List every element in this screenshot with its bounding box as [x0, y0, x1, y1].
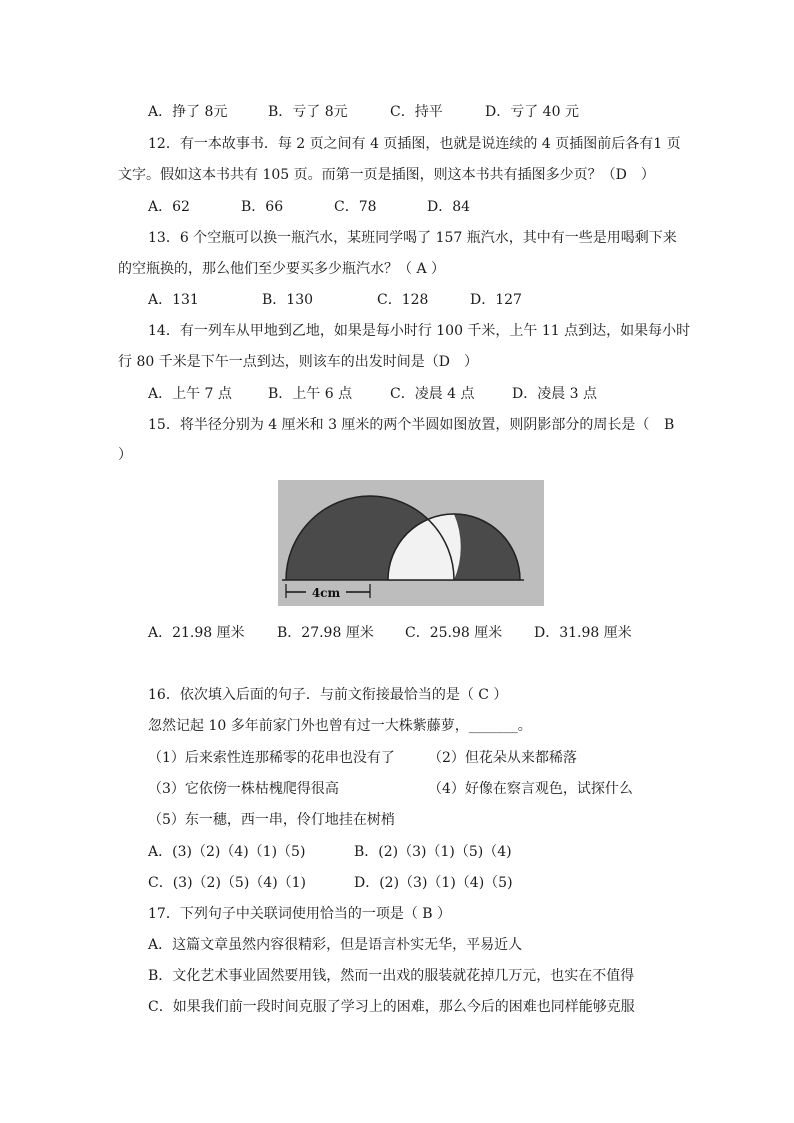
q15-option-a: A．21.98 厘米 [148, 625, 245, 641]
q12-line2: 文字。假如这本书共有 105 页。而第一页是插图，则这本书共有插图多少页？（D ） [118, 167, 655, 183]
q14-option-d: D．凌晨 3 点 [512, 386, 598, 402]
q16-option-d: D．(2)（3)（1)（4)（5) [354, 875, 513, 891]
q14-option-c: C．凌晨 4 点 [390, 386, 475, 402]
q12-line1: 12．有一本故事书．每 2 页之间有 4 页插图，也就是说连续的 4 页插图前后各有1 页 [148, 136, 681, 152]
q13-line1: 13．6 个空瓶可以换一瓶汽水，某班同学喝了 157 瓶汽水，其中有一些是用喝剩下来 [148, 230, 677, 246]
q17-option-b: B．文化艺术事业固然要用钱，然而一出戏的服装就花掉几万元，也实在不值得 [148, 968, 635, 984]
q17-line1: 17．下列句子中关联词使用恰当的一项是（ B ） [148, 906, 452, 922]
q12-option-d: D．84 [427, 199, 471, 215]
q16-option-a: A．(3)（2)（4)（1)（5) [148, 844, 306, 860]
q16-sentence-3: （3）它依傍一株枯槐爬得很高 [148, 781, 339, 797]
q16-sentence-5: （5）东一穗，西一串，伶仃地挂在树梢 [148, 812, 395, 828]
q13-option-c: C．128 [377, 292, 429, 308]
q16-option-c: C．(3)（2)（5)（4)（1) [148, 875, 307, 891]
q11-option-d: D．亏了 40 元 [485, 104, 579, 120]
q11-option-c: C．持平 [390, 104, 443, 120]
q13-option-b: B．130 [262, 292, 314, 308]
q16-sentence-4: （4）好像在察言观色，试探什么 [428, 781, 633, 797]
q15-option-d: D．31.98 厘米 [534, 625, 632, 641]
q16-option-b: B．(2)（3)（1)（5)（4) [354, 844, 512, 860]
q15-line1: 15．将半径分别为 4 厘米和 3 厘米的两个半圆如图放置，则阴影部分的周长是（ [148, 417, 650, 433]
q13-option-d: D．127 [470, 292, 522, 308]
q12-option-c: C．78 [334, 199, 377, 215]
q16-line1: 16．依次填入后面的句子．与前文衔接最恰当的是（ C ） [148, 687, 508, 703]
q13-option-a: A．131 [148, 292, 199, 308]
q13-line2: 的空瓶换的，那么他们至少要买多少瓶汽水？（ A ） [118, 261, 446, 277]
q15-line2: ） [118, 447, 132, 463]
q15-answer: B [664, 417, 675, 433]
q14-option-a: A．上午 7 点 [148, 386, 232, 402]
q17-option-c: C．如果我们前一段时间克服了学习上的困难，那么今后的困难也同样能够克服 [148, 999, 635, 1015]
q11-option-a: A．挣了 8元 [148, 104, 228, 120]
q12-option-b: B．66 [241, 199, 284, 215]
q15-option-c: C．25.98 厘米 [405, 625, 503, 641]
q14-line2: 行 80 千米是下午一点到达，则该车的出发时间是（D ） [118, 354, 478, 370]
q14-line1: 14．有一列车从甲地到乙地，如果是每小时行 100 千米，上午 11 点到达，如果每小时 [148, 323, 691, 339]
q14-option-b: B．上午 6 点 [268, 386, 353, 402]
q15-option-b: B．27.98 厘米 [277, 625, 374, 641]
q16-sentence-2: （2）但花朵从来都稀落 [428, 750, 577, 766]
q16-sentence-1: （1）后来索性连那稀零的花串也没有了 [148, 750, 395, 766]
q16-line2: 忽然记起 10 多年前家门外也曾有过一大株紫藤萝，_______。 [148, 718, 532, 734]
figure-label: 4cm [311, 586, 341, 600]
semicircles-figure [278, 480, 544, 606]
q12-option-a: A．62 [148, 199, 190, 215]
q17-option-a: A．这篇文章虽然内容很精彩，但是语言朴实无华，平易近人 [148, 937, 523, 953]
q11-option-b: B．亏了 8元 [268, 104, 348, 120]
